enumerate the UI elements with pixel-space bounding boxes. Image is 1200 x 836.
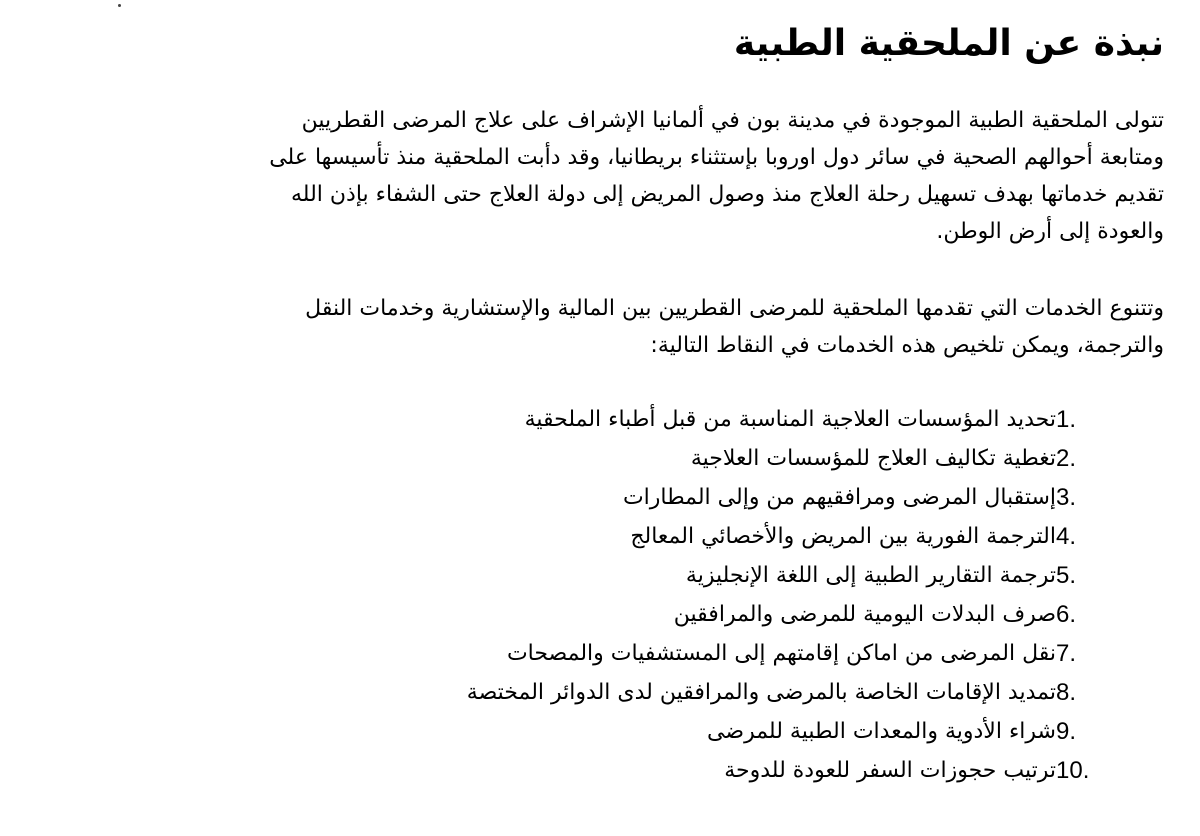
list-item-number: 9. — [1056, 717, 1077, 745]
list-item-number: 3. — [1056, 483, 1077, 511]
list-item-number: 10. — [1056, 756, 1090, 784]
intro-line: والعودة إلى أرض الوطن. — [936, 219, 1164, 244]
list-item-number: 5. — [1056, 561, 1077, 589]
list-item — [36, 439, 1164, 478]
list-item-text: تغطية تكاليف العلاج للمؤسسات العلاجية — [690, 446, 1056, 471]
list-item-number: 1. — [1056, 405, 1077, 433]
list-item — [36, 478, 1164, 517]
list-item-number: 7. — [1056, 639, 1077, 667]
list-item-text: نقل المرضى من اماكن إقامتهم إلى المستشفيات والمصحات — [506, 641, 1056, 666]
services-intro-line: والترجمة، ويمكن تلخيص هذه الخدمات في النقاط التالية: — [650, 333, 1164, 358]
list-item — [36, 517, 1164, 556]
list-item — [36, 400, 1164, 439]
services-list — [36, 400, 1164, 790]
list-item-text: ترجمة التقارير الطبية إلى اللغة الإنجليزية — [685, 563, 1056, 588]
list-item — [36, 712, 1164, 751]
list-item-number: 8. — [1056, 678, 1077, 706]
list-item — [36, 595, 1164, 634]
intro-line: تتولى الملحقية الطبية الموجودة في مدينة بون في ألمانيا الإشراف على علاج المرضى القطريين — [301, 108, 1164, 133]
page-title: نبذة عن الملحقية الطبية — [733, 23, 1164, 64]
services-intro-paragraph — [104, 290, 1164, 364]
list-item-text: صرف البدلات اليومية للمرضى والمرافقين — [673, 602, 1056, 627]
stray-mark — [118, 4, 121, 7]
list-item-text: تحديد المؤسسات العلاجية المناسبة من قبل أطباء الملحقية — [524, 407, 1056, 432]
list-item-number: 2. — [1056, 444, 1077, 472]
list-item-text: شراء الأدوية والمعدات الطبية للمرضى — [707, 719, 1056, 744]
list-item-text: الترجمة الفورية بين المريض والأخصائي المعالج — [630, 524, 1056, 549]
intro-line: ومتابعة أحوالهم الصحية في سائر دول اوروبا بإستثناء بريطانيا، وقد دأبت الملحقية منذ تأسيسها على — [269, 145, 1164, 170]
list-item-text: ترتيب حجوزات السفر للعودة للدوحة — [724, 758, 1056, 783]
list-item-number: 4. — [1056, 522, 1077, 550]
list-item — [36, 673, 1164, 712]
services-intro-line: وتتنوع الخدمات التي تقدمها الملحقية للمرضى القطريين بين المالية والإستشارية وخدمات النقل — [305, 296, 1164, 321]
list-item — [36, 634, 1164, 673]
list-item — [36, 556, 1164, 595]
list-item-text: إستقبال المرضى ومرافقيهم من وإلى المطارات — [622, 485, 1056, 510]
intro-line: تقديم خدماتها بهدف تسهيل رحلة العلاج منذ وصول المريض إلى دولة العلاج حتى الشفاء بإذن الله — [291, 182, 1164, 207]
list-item — [36, 751, 1164, 790]
list-item-text: تمديد الإقامات الخاصة بالمرضى والمرافقين لدى الدوائر المختصة — [466, 680, 1056, 705]
list-item-number: 6. — [1056, 600, 1077, 628]
intro-paragraph — [104, 102, 1164, 250]
